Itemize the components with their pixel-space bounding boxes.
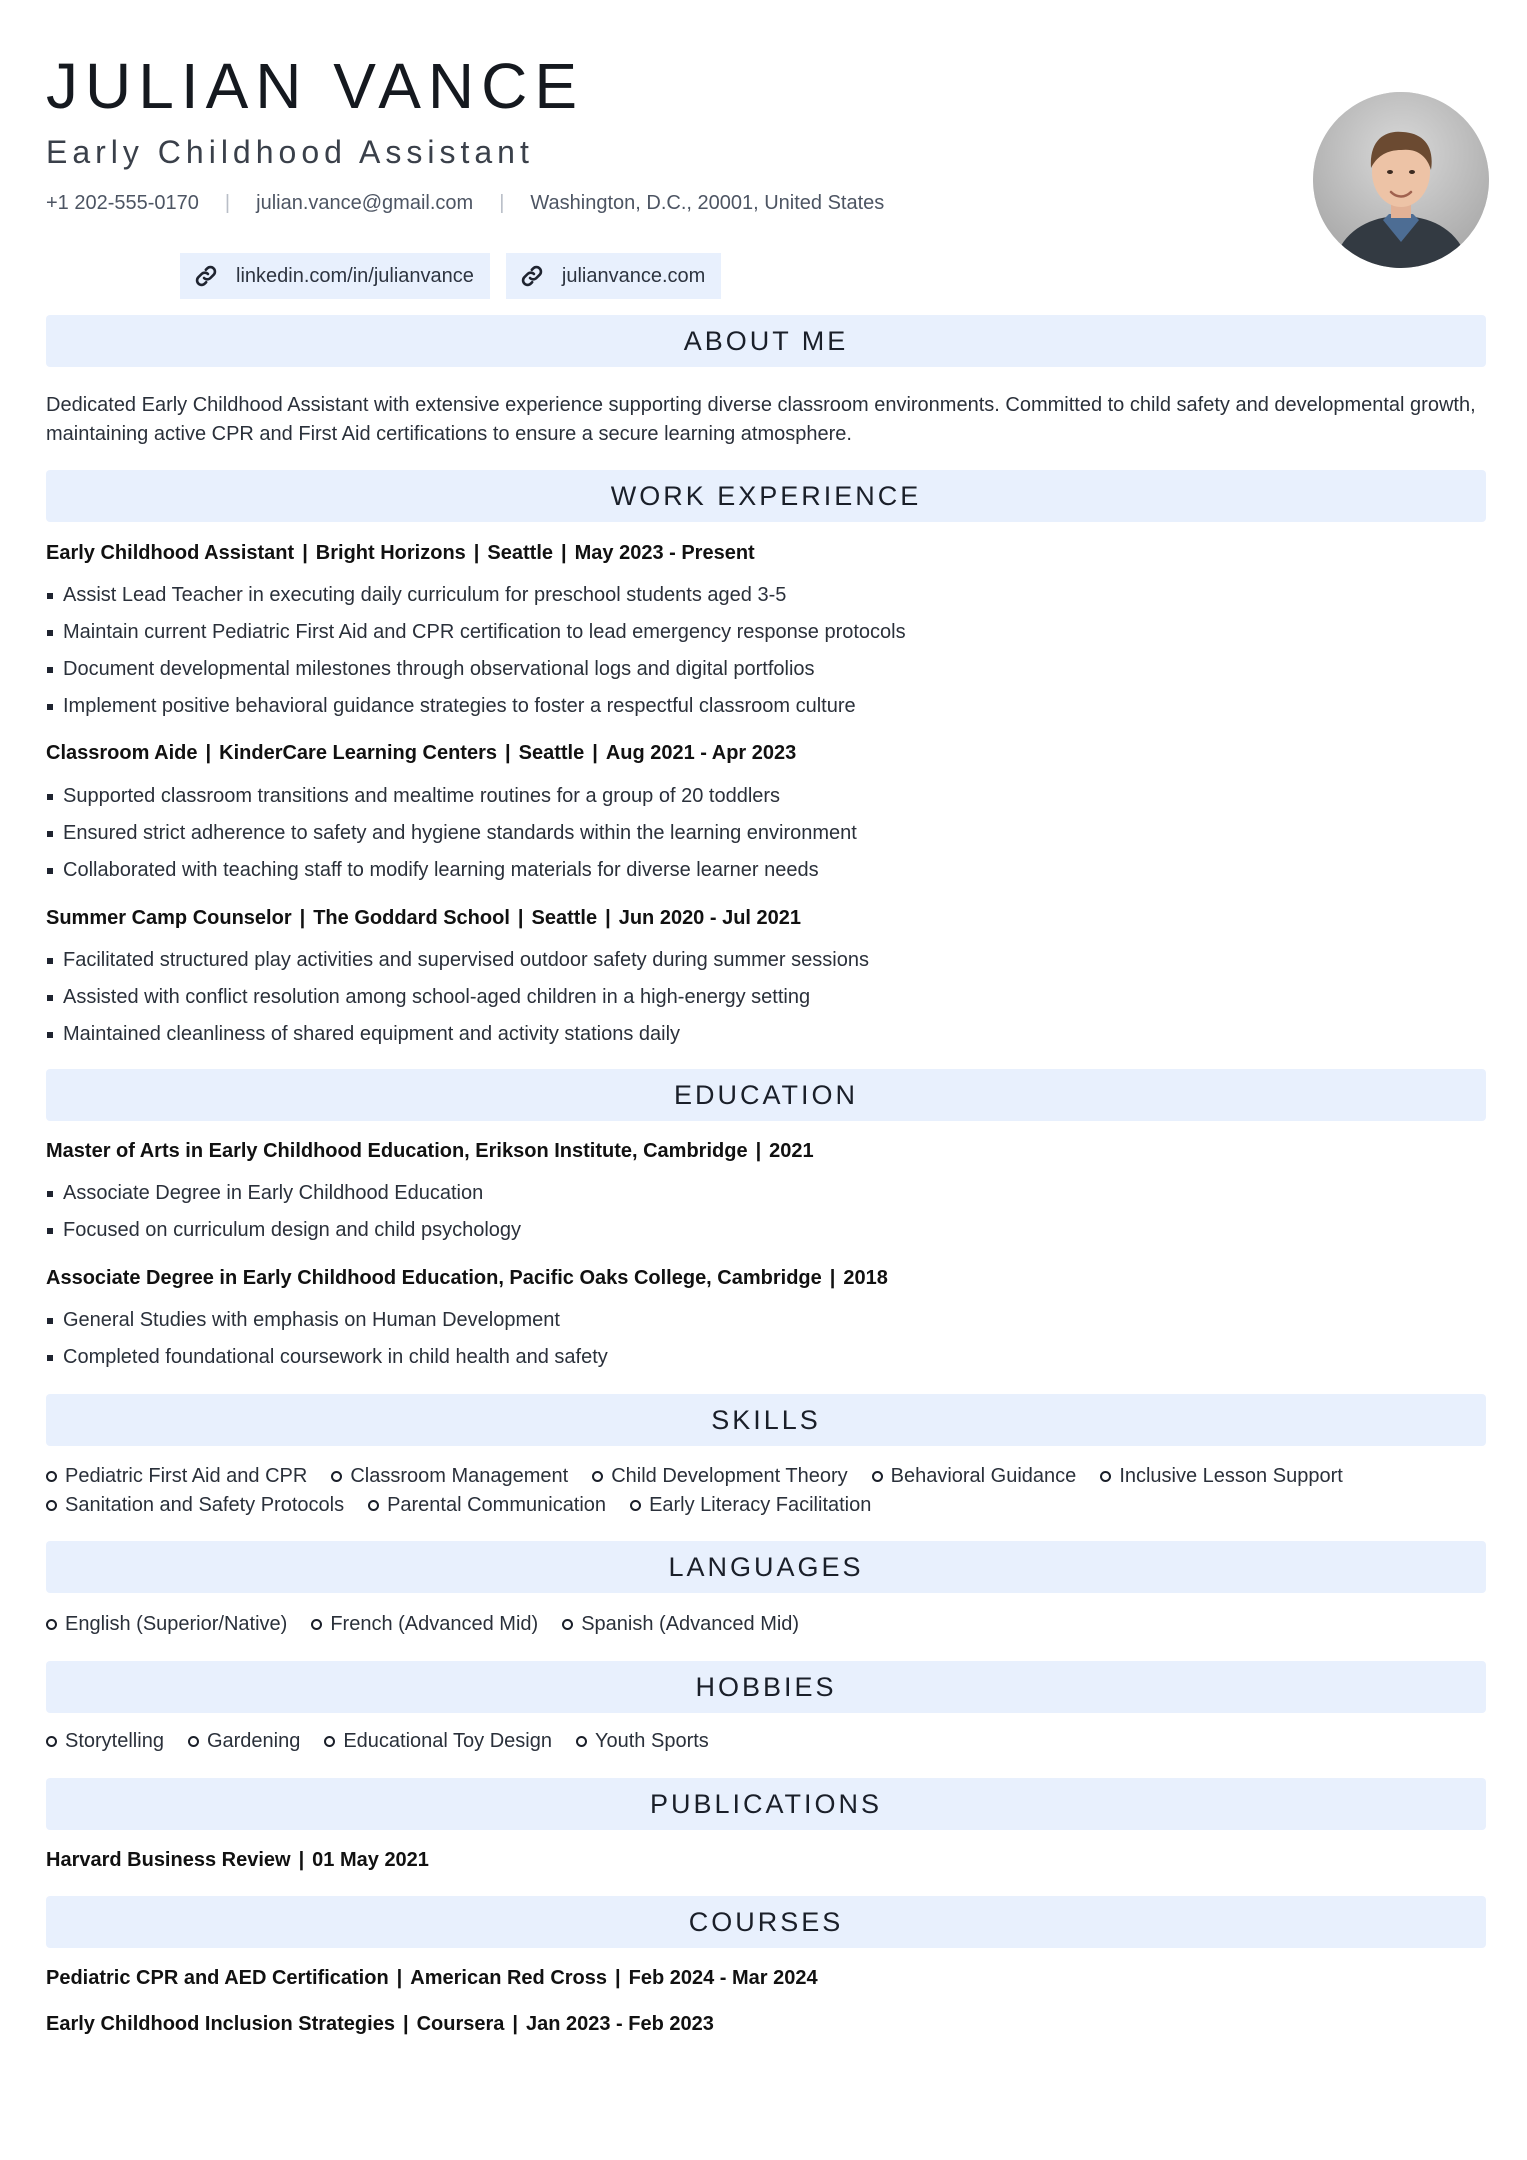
skill-item: Classroom Management <box>331 1462 568 1491</box>
website-link[interactable] <box>506 253 721 299</box>
job-role: Summer Camp Counselor <box>46 907 292 929</box>
job-role: Classroom Aide <box>46 742 198 764</box>
publication-date: 01 May 2021 <box>312 1849 429 1871</box>
list-item: Focused on curriculum design and child psychology <box>46 1212 521 1249</box>
skill-item: Behavioral Guidance <box>872 1462 1077 1491</box>
job-city: Seattle <box>487 542 553 564</box>
website-link-label: julianvance.com <box>561 264 706 287</box>
language-item: Spanish (Advanced Mid) <box>562 1610 799 1639</box>
profile-links <box>180 253 721 299</box>
list-item: Assisted with conflict resolution among school-aged children in a high-energy setting <box>46 979 869 1016</box>
degree-name: Master of Arts in Early Childhood Education, Erikson Institute, Cambridge <box>46 1140 748 1162</box>
candidate-name: JULIAN VANCE <box>46 50 585 122</box>
courses-section-header: COURSES <box>46 1896 1486 1948</box>
course-heading: Pediatric CPR and AED Certification | American Red Cross | Feb 2024 - Mar 2024 <box>46 1967 818 1989</box>
list-item: General Studies with emphasis on Human Development <box>46 1302 608 1339</box>
job-company: KinderCare Learning Centers <box>219 742 497 764</box>
email-text[interactable]: julian.vance@gmail.com <box>256 191 474 214</box>
list-item: Supported classroom transitions and mealtime routines for a group of 20 toddlers <box>46 778 857 815</box>
job-heading: Summer Camp Counselor | The Goddard School | Seattle | Jun 2020 - Jul 2021 <box>46 907 802 929</box>
skills-list <box>46 1462 1486 1520</box>
circle-bullet-icon <box>630 1500 641 1511</box>
languages-list <box>46 1610 1486 1639</box>
job-heading: Early Childhood Assistant | Bright Horizons | Seattle | May 2023 - Present <box>46 542 755 564</box>
list-item: Assist Lead Teacher in executing daily curriculum for preschool students aged 3-5 <box>46 577 906 614</box>
circle-bullet-icon <box>46 1471 57 1482</box>
circle-bullet-icon <box>368 1500 379 1511</box>
circle-bullet-icon <box>46 1736 57 1747</box>
skill-item: Early Literacy Facilitation <box>630 1491 871 1520</box>
job-dates: May 2023 - Present <box>574 542 755 564</box>
hobby-item: Educational Toy Design <box>324 1727 552 1756</box>
degree-year: 2021 <box>769 1140 814 1162</box>
list-item: Maintained cleanliness of shared equipment and activity stations daily <box>46 1016 869 1053</box>
job-company: Bright Horizons <box>315 542 466 564</box>
language-item: English (Superior/Native) <box>46 1610 287 1639</box>
skill-item: Parental Communication <box>368 1491 606 1520</box>
course-dates: Feb 2024 - Mar 2024 <box>628 1967 818 1989</box>
publications-section-header: PUBLICATIONS <box>46 1778 1486 1830</box>
course-name: Early Childhood Inclusion Strategies <box>46 2013 395 2035</box>
degree-name: Associate Degree in Early Childhood Education, Pacific Oaks College, Cambridge <box>46 1267 822 1289</box>
circle-bullet-icon <box>1100 1471 1111 1482</box>
job-heading: Classroom Aide | KinderCare Learning Centers | Seattle | Aug 2021 - Apr 2023 <box>46 742 797 764</box>
job-city: Seattle <box>531 907 598 929</box>
hobby-item: Youth Sports <box>576 1727 709 1756</box>
education-bullets <box>46 1175 521 1249</box>
skill-item: Sanitation and Safety Protocols <box>46 1491 344 1520</box>
circle-bullet-icon <box>562 1619 573 1630</box>
list-item: Implement positive behavioral guidance strategies to foster a respectful classroom culture <box>46 688 906 725</box>
course-provider: Coursera <box>416 2013 505 2035</box>
contact-line <box>46 190 884 216</box>
list-item: Ensured strict adherence to safety and hygiene standards within the learning environment <box>46 815 857 852</box>
job-bullets <box>46 577 906 725</box>
link-icon <box>194 264 218 288</box>
skill-item: Child Development Theory <box>592 1462 847 1491</box>
profile-photo <box>1313 92 1489 268</box>
skills-section-header: SKILLS <box>46 1394 1486 1446</box>
list-item: Completed foundational coursework in child health and safety <box>46 1339 608 1376</box>
languages-section-header: LANGUAGES <box>46 1541 1486 1593</box>
resume-page <box>46 0 1486 2160</box>
course-heading: Early Childhood Inclusion Strategies | Coursera | Jan 2023 - Feb 2023 <box>46 2013 714 2035</box>
course-provider: American Red Cross <box>410 1967 608 1989</box>
education-heading: Master of Arts in Early Childhood Education, Erikson Institute, Cambridge | 2021 <box>46 1140 814 1162</box>
link-icon <box>520 264 544 288</box>
job-bullets <box>46 942 869 1053</box>
job-dates: Jun 2020 - Jul 2021 <box>618 907 802 929</box>
contact-separator: | <box>224 191 231 214</box>
work-section-header: WORK EXPERIENCE <box>46 470 1486 522</box>
hobby-item: Storytelling <box>46 1727 164 1756</box>
circle-bullet-icon <box>592 1471 603 1482</box>
circle-bullet-icon <box>331 1471 342 1482</box>
avatar <box>1313 92 1489 268</box>
list-item: Maintain current Pediatric First Aid and CPR certification to lead emergency response protocols <box>46 614 906 651</box>
phone-text[interactable]: +1 202-555-0170 <box>46 191 199 214</box>
about-text: Dedicated Early Childhood Assistant with extensive experience supporting diverse classroom environments. Committed to child safety and developmental growth, maintaining active CPR and First Aid certifications to ensure a secure learning atmosphere. <box>46 394 1476 445</box>
skill-item: Inclusive Lesson Support <box>1100 1462 1342 1491</box>
education-heading: Associate Degree in Early Childhood Education, Pacific Oaks College, Cambridge | 2018 <box>46 1267 888 1289</box>
job-bullets <box>46 778 857 889</box>
course-name: Pediatric CPR and AED Certification <box>46 1967 389 1989</box>
degree-year: 2018 <box>843 1267 888 1289</box>
linkedin-link-label: linkedin.com/in/julianvance <box>236 264 474 287</box>
job-company: The Goddard School <box>313 907 510 929</box>
list-item: Collaborated with teaching staff to modify learning materials for diverse learner needs <box>46 852 857 889</box>
list-item: Document developmental milestones through observational logs and digital portfolios <box>46 651 906 688</box>
publication-heading: Harvard Business Review | 01 May 2021 <box>46 1849 429 1871</box>
hobbies-list <box>46 1727 1486 1756</box>
course-dates: Jan 2023 - Feb 2023 <box>525 2013 714 2035</box>
job-city: Seattle <box>518 742 585 764</box>
about-section-header: ABOUT ME <box>46 315 1486 367</box>
circle-bullet-icon <box>576 1736 587 1747</box>
education-bullets <box>46 1302 608 1376</box>
hobbies-section-header: HOBBIES <box>46 1661 1486 1713</box>
job-dates: Aug 2021 - Apr 2023 <box>605 742 797 764</box>
circle-bullet-icon <box>188 1736 199 1747</box>
candidate-title: Early Childhood Assistant <box>46 134 534 170</box>
job-role: Early Childhood Assistant <box>46 542 295 564</box>
circle-bullet-icon <box>324 1736 335 1747</box>
list-item: Facilitated structured play activities and supervised outdoor safety during summer sessions <box>46 942 869 979</box>
circle-bullet-icon <box>46 1619 57 1630</box>
language-item: French (Advanced Mid) <box>311 1610 538 1639</box>
linkedin-link[interactable] <box>180 253 490 299</box>
contact-separator: | <box>499 191 505 214</box>
hobby-item: Gardening <box>188 1727 300 1756</box>
publication-name: Harvard Business Review <box>46 1849 291 1871</box>
list-item: Associate Degree in Early Childhood Education <box>46 1175 521 1212</box>
circle-bullet-icon <box>872 1471 883 1482</box>
education-section-header: EDUCATION <box>46 1069 1486 1121</box>
skill-item: Pediatric First Aid and CPR <box>46 1462 307 1491</box>
circle-bullet-icon <box>46 1500 57 1511</box>
circle-bullet-icon <box>311 1619 322 1630</box>
location-text: Washington, D.C., 20001, United States <box>530 191 885 214</box>
